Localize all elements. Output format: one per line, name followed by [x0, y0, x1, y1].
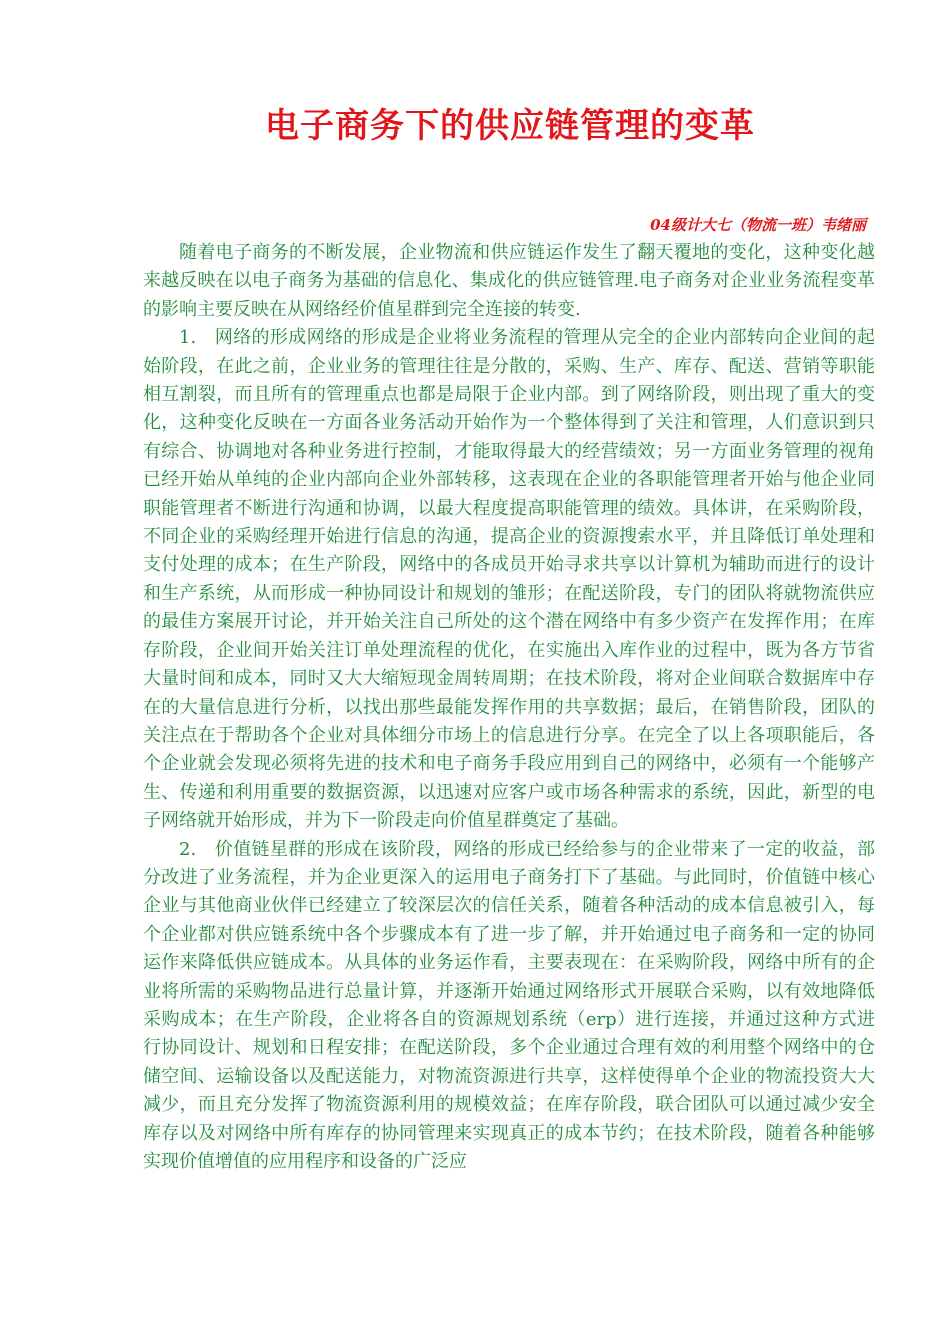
document-title: 电子商务下的供应链管理的变革 — [265, 106, 755, 146]
paragraph-intro: 随着电子商务的不断发展，企业物流和供应链运作发生了翻天覆地的变化，这种变化越来越反映在以电子商务为基础的信息化、集成化的供应链管理.电子商务对企业业务流程变革的影响主要反映在从网络经价值星群到完全连接的转变. — [143, 242, 875, 320]
author-line: 04级计大七（物流一班）韦绪丽 — [650, 216, 866, 234]
document-body — [143, 239, 875, 1176]
paragraph-section-2: 2. 价值链星群的形成在该阶段，网络的形成已经给参与的企业带来了一定的收益，部分改进了业务流程，并为企业更深入的运用电子商务打下了基础。与此同时，价值链中核心企业与其他商业伙伴已经建立了较深层次的信任关系，随着各种活动的成本信息被引入，每个企业都对供应链系统中各个步骤成本有了进一步了解，并开始通过电子商务和一定的协同运作来降低供应链成本。从具体的业务运作看，主要表现在：在采购阶段，网络中所有的企业将所需的采购物品进行总量计算，并逐渐开始通过网络形式开展联合采购，以有效地降低采购成本；在生产阶段，企业将各自的资源规划系统（erp）进行连接，并通过这种方式进行协同设计、规划和日程安排；在配送阶段，多个企业通过合理有效的利用整个网络中的仓储空间、运输设备以及配送能力，对物流资源进行共享，这样使得单个企业的物流投资大大减少，而且充分发挥了物流资源利用的规模效益；在库存阶段，联合团队可以通过减少安全库存以及对网络中所有库存的协同管理来实现真正的成本节约；在技术阶段，随着各种能够实现价值增值的应用程序和设备的广泛应 — [143, 838, 875, 1172]
paragraph-section-1: 1. 网络的形成网络的形成是企业将业务流程的管理从完全的企业内部转向企业间的起始阶段，在此之前，企业业务的管理往往是分散的，采购、生产、库存、配送、营销等职能相互割裂，而且所有的管理重点也都是局限于企业内部。到了网络阶段，则出现了重大的变化，这种变化反映在一方面各业务活动开始作为一个整体得到了关注和管理，人们意识到只有综合、协调地对各种业务进行控制，才能取得最大的经营绩效；另一方面业务管理的视角已经开始从单纯的企业内部向企业外部转移，这表现在企业的各职能管理者开始与他企业同职能管理者不断进行沟通和协调，以最大程度提高职能管理的绩效。具体讲，在采购阶段，不同企业的采购经理开始进行信息的沟通，提高企业的资源搜索水平，并且降低订单处理和支付处理的成本；在生产阶段，网络中的各成员开始寻求共享以计算机为辅助而进行的设计和生产系统，从而形成一种协同设计和规划的雏形；在配送阶段，专门的团队将就物流供应的最佳方案展开讨论，并开始关注自己所处的这个潜在网络中有多少资产在发挥作用；在库存阶段，企业间开始关注订单处理流程的优化，在实施出入库作业的过程中，既为各方节省大量时间和成本，同时又大大缩短现金周转周期；在技术阶段，将对企业间联合数据库中存在的大量信息进行分析，以找出那些最能发挥作用的共享数据；最后，在销售阶段，团队的关注点在于帮助各个企业对具体细分市场上的信息进行分享。在完全了以上各项职能后，各个企业就会发现必须将先进的技术和电子商务手段应用到自己的网络中，必须有一个能够产生、传递和利用重要的数据资源，以迅速对应客户或市场各种需求的系统，因此，新型的电子网络就开始形成，并为下一阶段走向价值星群奠定了基础。 — [143, 327, 875, 832]
